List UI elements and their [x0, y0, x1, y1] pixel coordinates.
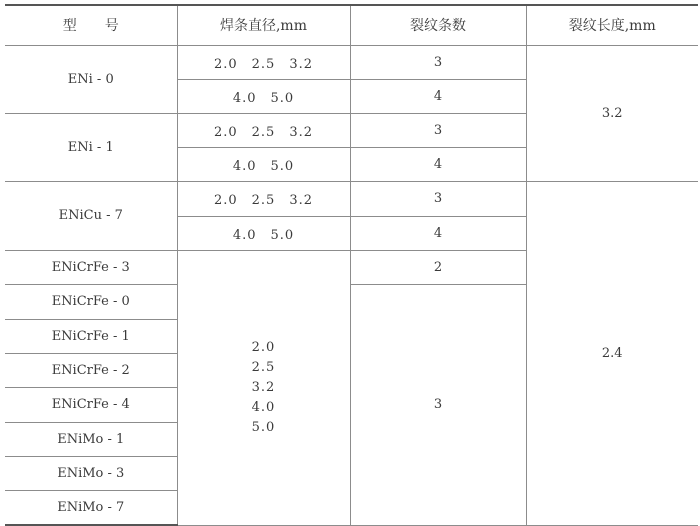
header-crack-length: 裂纹长度,mm: [526, 5, 698, 45]
crack-count-cell: 3: [350, 181, 526, 216]
header-crack-count: 裂纹条数: [350, 5, 526, 45]
diameter-value: 2.0: [251, 339, 276, 355]
diameter-cell: 4.0 5.0: [177, 79, 350, 113]
crack-count-cell: 4: [350, 79, 526, 113]
table-row: [5, 45, 698, 79]
crack-count-cell: 3: [350, 284, 526, 525]
model-cell: ENi - 0: [5, 45, 177, 113]
model-cell: ENiCrFe - 1: [5, 319, 177, 353]
model-cell: ENiCrFe - 2: [5, 353, 177, 387]
crack-count-cell: 2: [350, 250, 526, 284]
model-cell: ENi - 1: [5, 113, 177, 181]
model-cell: ENiMo - 3: [5, 456, 177, 490]
model-cell: ENiCu - 7: [5, 181, 177, 250]
diameter-cell: 2.0 2.5 3.2: [177, 45, 350, 79]
diameter-cell: 4.0 5.0: [177, 216, 350, 250]
crack-count-cell: 4: [350, 216, 526, 250]
model-cell: ENiCrFe - 3: [5, 250, 177, 284]
diameter-cell: 2.0 2.5 3.2: [177, 181, 350, 216]
model-cell: ENiMo - 1: [5, 422, 177, 456]
crack-test-table: [5, 4, 698, 526]
diameter-value: 2.5: [251, 359, 276, 375]
table-row: [5, 181, 698, 216]
crack-count-cell: 4: [350, 147, 526, 181]
diameter-cell: 4.0 5.0: [177, 147, 350, 181]
diameter-value: 4.0: [251, 399, 276, 415]
header-model: 型 号: [5, 5, 177, 45]
crack-count-cell: 3: [350, 45, 526, 79]
model-cell: ENiCrFe - 4: [5, 387, 177, 422]
crack-length-cell: 3.2: [526, 45, 698, 181]
header-row: [5, 5, 698, 45]
crack-length-cell: 2.4: [526, 181, 698, 525]
diameter-list-cell: [177, 250, 350, 525]
model-cell: ENiCrFe - 0: [5, 284, 177, 319]
crack-count-cell: 3: [350, 113, 526, 147]
diameter-value: 3.2: [251, 379, 276, 395]
header-diameter: 焊条直径,mm: [177, 5, 350, 45]
model-cell: ENiMo - 7: [5, 490, 177, 525]
diameter-value: 5.0: [251, 419, 276, 435]
diameter-cell: 2.0 2.5 3.2: [177, 113, 350, 147]
